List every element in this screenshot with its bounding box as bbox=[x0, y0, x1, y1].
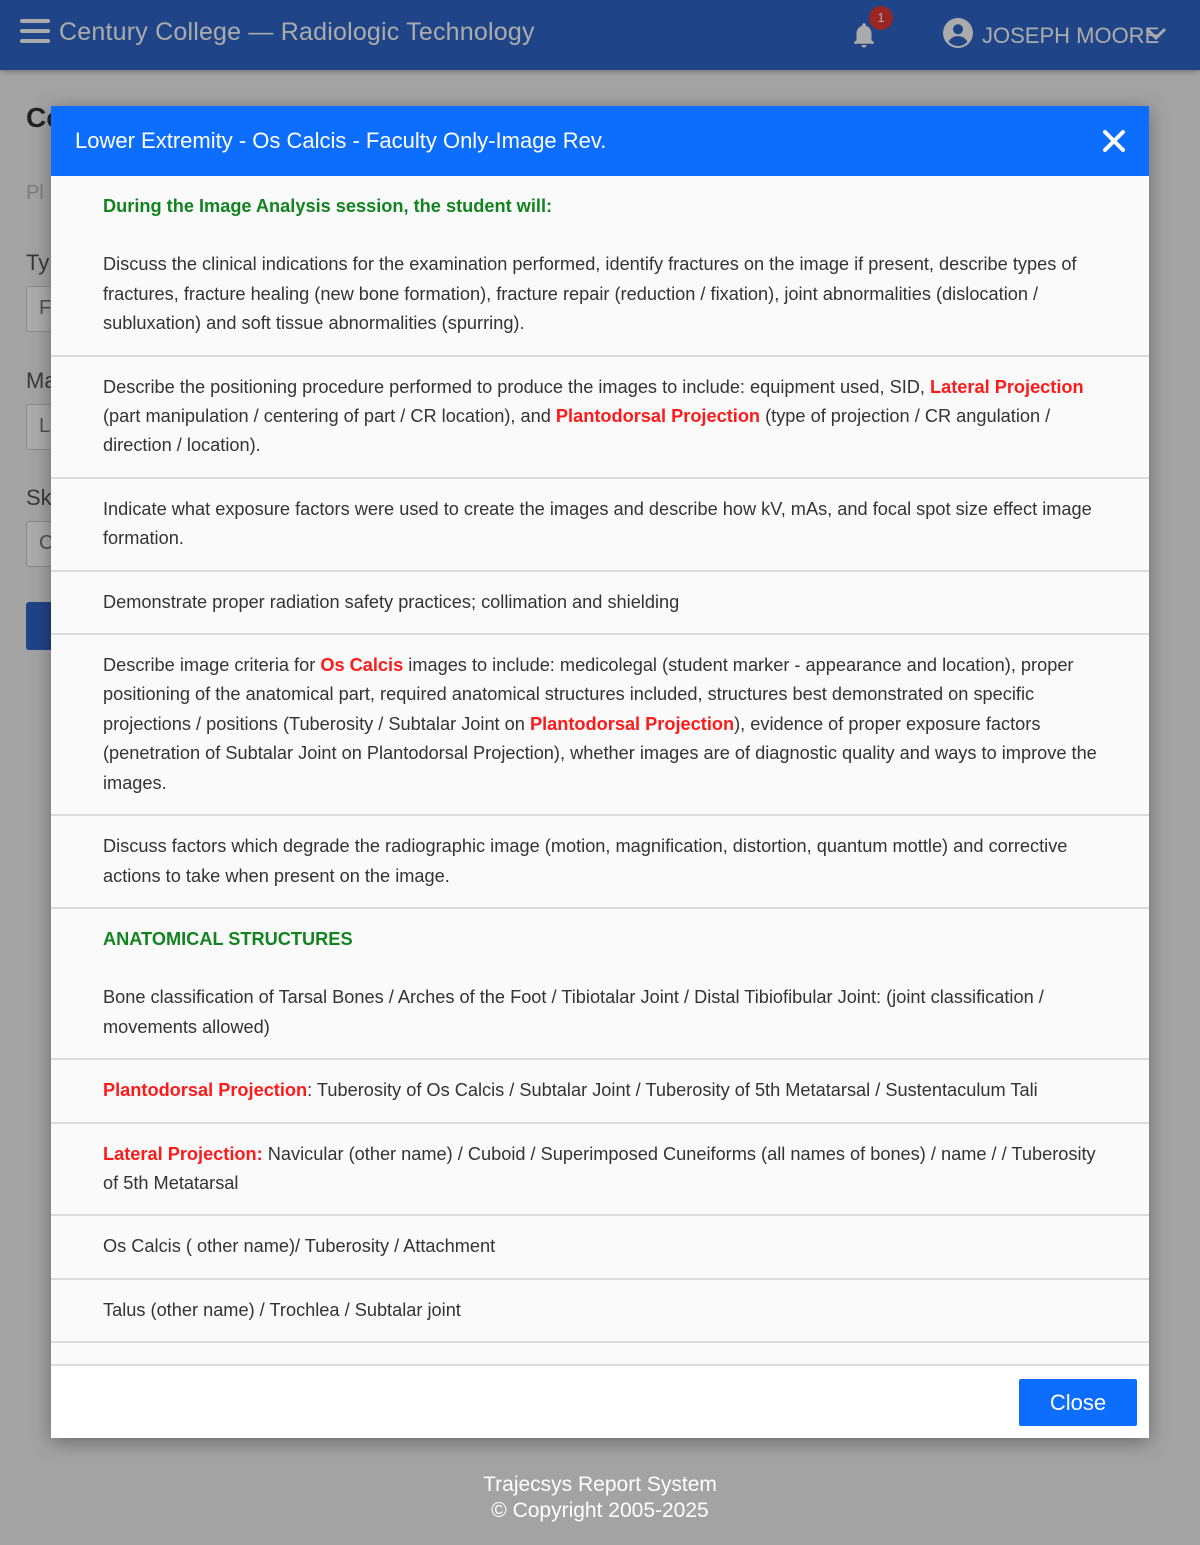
footer-copyright: © Copyright 2005-2025 bbox=[491, 1499, 709, 1522]
criteria-text: Navicular (other name) / Cuboid / Superimposed Cuneiforms (all names of bones) / name / / Tuberosity of 5th Metatarsal bbox=[103, 1143, 1096, 1193]
criteria-text: Describe image criteria for bbox=[103, 655, 321, 676]
criteria-text: Discuss factors which degrade the radiographic image (motion, magnification, distortion, quantum mottle) and corrective actions to take when present on the image. bbox=[103, 836, 1068, 886]
image-review-modal bbox=[51, 106, 1149, 1438]
modal-header bbox=[51, 106, 1149, 176]
criteria-row bbox=[51, 635, 1149, 816]
criteria-text: (type of projection / CR angulation / direction / location). bbox=[103, 406, 1051, 456]
criteria-text: Talus (other name) / Trochlea / Subtalar joint bbox=[103, 1299, 461, 1320]
section-heading: During the Image Analysis session, the student will: bbox=[103, 196, 553, 216]
criteria-text: images to include: medicolegal (student marker - appearance and location), proper positioning of the anatomical part, required anatomical structures included, structures best demonstrated on specific projections / positions (Tuberosity / Subtalar Joint on bbox=[103, 655, 1074, 734]
criteria-row bbox=[51, 909, 1149, 1060]
criteria-text: Indicate what exposure factors were used to create the images and describe how kV, mAs, and focal spot size effect image formation. bbox=[103, 498, 1092, 549]
row-spacer bbox=[103, 954, 1097, 983]
row-spacer bbox=[103, 221, 1097, 250]
highlight-term: Plantodorsal Projection bbox=[529, 713, 735, 734]
criteria-row bbox=[51, 357, 1149, 479]
close-button[interactable]: Close bbox=[1019, 1379, 1137, 1426]
close-icon[interactable] bbox=[1101, 128, 1127, 154]
modal-footer bbox=[51, 1364, 1149, 1438]
criteria-row bbox=[51, 1060, 1149, 1123]
section-heading: ANATOMICAL STRUCTURES bbox=[103, 928, 353, 949]
highlight-term: Lateral Projection bbox=[930, 376, 1084, 397]
highlight-term: Plantodorsal Projection bbox=[103, 1080, 308, 1101]
highlight-term: Lateral Projection: bbox=[103, 1143, 263, 1164]
modal-title: Lower Extremity - Os Calcis - Faculty Only-Image Rev. bbox=[75, 128, 607, 153]
criteria-row bbox=[51, 176, 1149, 357]
highlight-term: Os Calcis bbox=[320, 655, 404, 676]
criteria-row bbox=[51, 816, 1149, 909]
criteria-row bbox=[51, 572, 1149, 635]
highlight-term: Plantodorsal Projection bbox=[555, 406, 761, 427]
criteria-text: Bone classification of Tarsal Bones / Arches of the Foot / Tibiotalar Joint / Distal Tibiofibular Joint: (joint classification / movements allowed) bbox=[103, 987, 1044, 1037]
criteria-row bbox=[51, 1124, 1149, 1217]
page-footer bbox=[0, 1472, 1200, 1524]
criteria-row bbox=[51, 1216, 1149, 1279]
criteria-text: ), evidence of proper exposure factors (penetration of Subtalar Joint on Plantodorsal Projection), whether images are of diagnostic quality and ways to improve the images. bbox=[103, 713, 1097, 793]
criteria-text: Discuss the clinical indications for the examination performed, identify fractures on the image if present, describe types of fractures, fracture healing (new bone formation), fracture repair (reduction / fixation), joint abnormalities (dislocation / subluxation) and soft tissue abnormalities (spurring). bbox=[103, 254, 1077, 334]
criteria-text: : Tuberosity of Os Calcis / Subtalar Joint / Tuberosity of 5th Metatarsal / Sustentaculum Tali bbox=[307, 1080, 1038, 1101]
modal-body bbox=[51, 176, 1149, 1364]
criteria-text: Demonstrate proper radiation safety practices; collimation and shielding bbox=[103, 591, 680, 612]
criteria-row bbox=[51, 1280, 1149, 1343]
criteria-text: (part manipulation / centering of part / CR location), and bbox=[103, 406, 556, 427]
criteria-text: Describe the positioning procedure performed to produce the images to include: equipment used, SID, bbox=[103, 376, 930, 397]
criteria-row bbox=[51, 479, 1149, 572]
criteria-text: Os Calcis ( other name)/ Tuberosity / Attachment bbox=[103, 1236, 496, 1257]
footer-system-name: Trajecsys Report System bbox=[483, 1473, 717, 1496]
